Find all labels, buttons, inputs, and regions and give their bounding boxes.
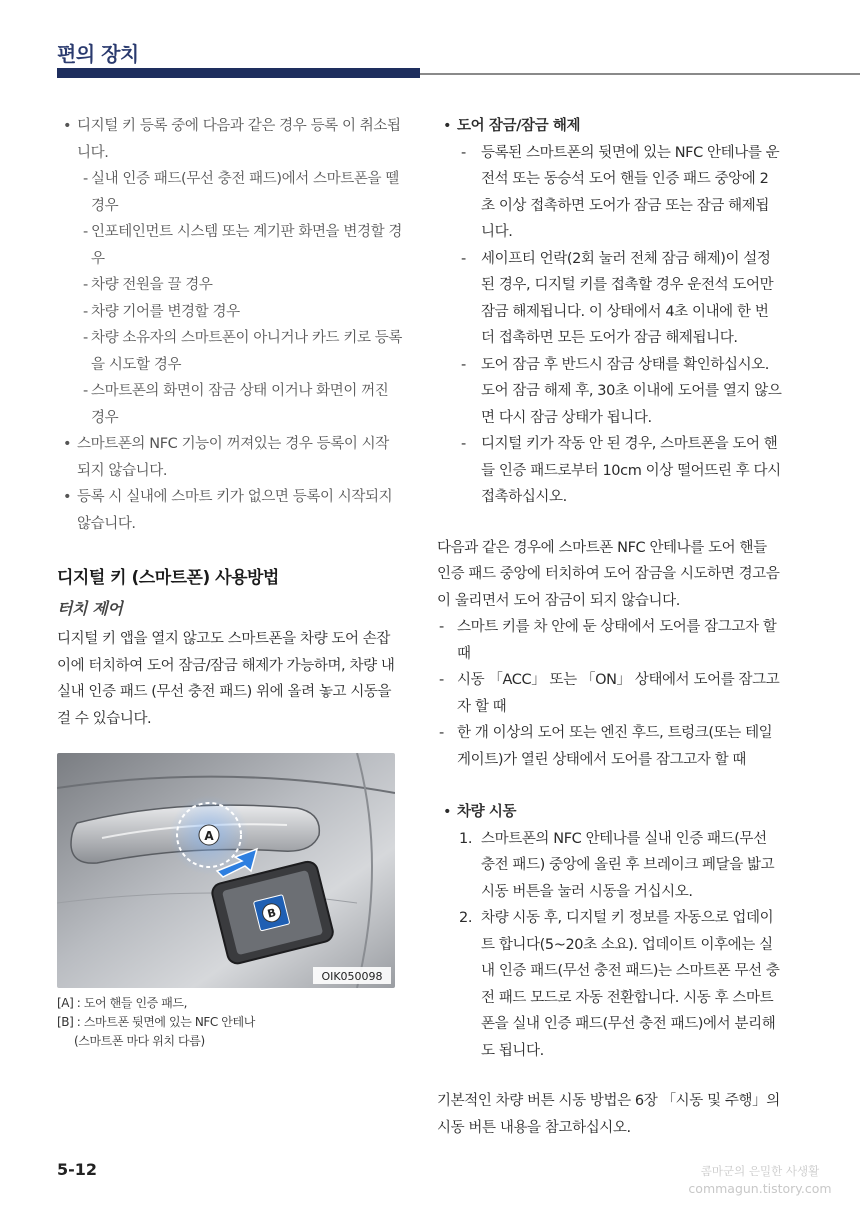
lock-item: - 디지털 키가 작동 안 된 경우, 스마트폰을 도어 핸들 인증 패드로부터 10cm 이상 떨어뜨린 후 다시 접촉하십시오. [437,431,782,511]
door-handle-illustration [57,753,395,988]
step-number: 2. [459,910,473,926]
closing-paragraph: 기본적인 차량 버튼 시동 방법은 6장 「시동 및 주행」의 시동 버튼 내용을 참고하십시오. [437,1093,780,1136]
case-item: - 시동 「ACC」 또는 「ON」 상태에서 도어를 잠그고자 할 때 [437,667,782,720]
door-lock-title: • 도어 잠금/잠금 해제 [437,113,782,140]
label-a: A [204,829,214,843]
sub-item: - 실내 인증 패드(무선 충전 패드)에서 스마트폰을 뗄 경우 [57,166,402,219]
sub-item: - 인포테인먼트 시스템 또는 계기판 화면을 변경할 경우 [57,219,402,272]
sub-item: - 스마트폰의 화면이 잠금 상태 이거나 화면이 꺼진 경우 [57,378,402,431]
watermark [680,1163,840,1197]
caption-line: [B] : 스마트폰 뒷면에 있는 NFC 안테나 [57,1015,255,1029]
bullet-item: • 디지털 키 등록 중에 다음과 같은 경우 등록 이 취소됩니다. [57,113,402,166]
page-number: 5-12 [57,1160,98,1179]
step-text: 스마트폰의 NFC 안테나를 실내 인증 패드(무선 충전 패드) 중앙에 올린 후 브레이크 페달을 밟고 시동 버튼을 눌러 시동을 거십시오. [481,830,775,900]
bullet-item: • 스마트폰의 NFC 기능이 꺼져있는 경우 등록이 시작되지 않습니다. [57,431,402,484]
header-rule [420,73,860,75]
lock-item: - 도어 잠금 후 반드시 잠금 상태를 확인하십시오. 도어 잠금 해제 후, 30초 이내에 도어를 열지 않으면 다시 잠금 상태가 됩니다. [437,352,782,432]
section-title-digital-key: 디지털 키 (스마트폰) 사용방법 [57,568,279,588]
watermark-line: 콤마군의 은밀한 사생활 [700,1164,820,1178]
start-step [437,905,782,1064]
watermark-line: commagun.tistory.com [688,1181,832,1196]
case-item: - 한 개 이상의 도어 또는 엔진 후드, 트렁크(또는 테일게이트)가 열린 상태에서 도어를 잠그고자 할 때 [437,720,782,773]
caption-line: [A] : 도어 핸들 인증 패드, [57,996,188,1010]
left-column [57,113,402,732]
intro-paragraph: 다음과 같은 경우에 스마트폰 NFC 안테나를 도어 핸들 인증 패드 중앙에 터치하여 도어 잠금을 시도하면 경고음이 울리면서 도어 잠금이 되지 않습니다. [437,539,780,609]
step-number: 1. [459,830,473,847]
figure-caption [57,994,402,1051]
section-header-title: 편의 장치 [57,42,139,66]
caption-line: (스마트폰 마다 위치 다름) [74,1034,205,1048]
figure-code: OIK050098 [321,970,383,983]
touch-control-paragraph: 디지털 키 앱을 열지 않고도 스마트폰을 차량 도어 손잡이에 터치하여 도어 잠금/잠금 해제가 가능하며, 차량 내 실내 인증 패드 (무선 충전 패드) 위에 올려 놓고 시동을 걸 수 있습니다. [57,631,395,727]
start-step [437,826,782,906]
door-handle-figure [57,753,395,988]
step-text: 차량 시동 후, 디지털 키 정보를 자동으로 업데이트 합니다(5~20초 소요). 업데이트 이후에는 실내 인증 패드(무선 충전 패드)는 스마트폰 무선 충전 패드 모드로 자동 전환합니다. 시동 후 스마트폰을 실내 인증 패드(무선 충전 패드)에서 분리해도 됩니다. [481,910,780,1059]
lock-item: - 등록된 스마트폰의 뒷면에 있는 NFC 안테나를 운전석 또는 동승석 도어 핸들 인증 패드 중앙에 2초 이상 접촉하면 도어가 잠금 또는 잠금 해제됩니다. [437,140,782,246]
bullet-item: • 등록 시 실내에 스마트 키가 없으면 등록이 시작되지 않습니다. [57,484,402,537]
sub-item: - 차량 전원을 끌 경우 [57,272,402,299]
case-item: - 스마트 키를 차 안에 둔 상태에서 도어를 잠그고자 할 때 [437,614,782,667]
right-column [437,113,782,1141]
sub-item: - 차량 기어를 변경할 경우 [57,299,402,326]
sub-title-touch-control: 터치 제어 [57,598,123,618]
label-b: B [266,905,278,921]
header-bar [57,68,420,78]
sub-item: - 차량 소유자의 스마트폰이 아니거나 카드 키로 등록을 시도할 경우 [57,325,402,378]
lock-item: - 세이프티 언락(2회 눌러 전체 잠금 해제)이 설정된 경우, 디지털 키를 접촉할 경우 운전석 도어만 잠금 해제됩니다. 이 상태에서 4초 이내에 한 번 더 접촉하면 모든 도어가 잠금 해제됩니다. [437,246,782,352]
vehicle-start-title: • 차량 시동 [437,799,782,826]
